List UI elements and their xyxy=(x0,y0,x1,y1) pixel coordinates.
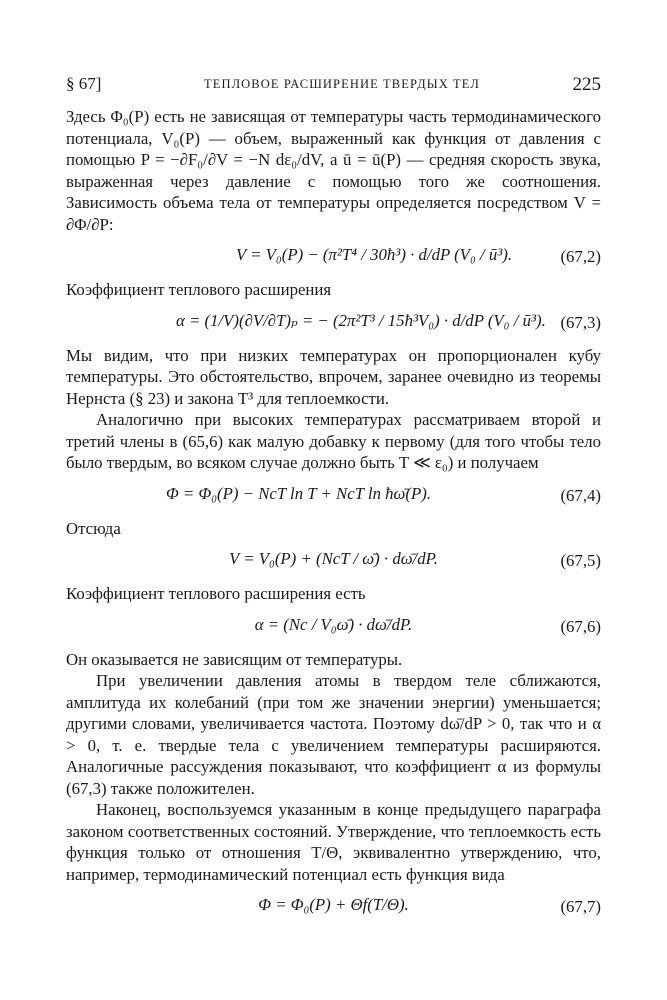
equation-67-4 xyxy=(66,474,601,518)
equation-number: (67,2) xyxy=(560,247,601,266)
equation-number: (67,3) xyxy=(560,312,601,332)
running-header xyxy=(66,74,601,100)
equation-number: (67,5) xyxy=(560,551,601,570)
equation-number: (67,6) xyxy=(560,616,601,636)
paragraph-corresponding-states: Наконец, воспользуемся указанным в конце предыдущего параграфа законом соответственных состояний. Утверждение, что теплоемкость есть функция только от отношения T/Θ, эквивалентно утверждению, что, например, термодинамический потенциал есть функция вида xyxy=(66,800,601,884)
paragraph-low-temperature: Мы видим, что при низких температурах он пропорционален кубу температуры. Это обстоятельство, впрочем, заранее очевидно из теоремы Нернста (§ 23) и закона T³ для теплоемкости. xyxy=(66,345,601,408)
equation-formula: Φ = Φ₀(P) − NcT ln T + NcT ln ħω̄(P). xyxy=(165,483,432,503)
equation-67-3 xyxy=(66,301,601,345)
paragraph-definitions: Здесь Φ₀(P) есть не зависящая от температуры часть термодинамического потенциала, V₀(P) — объем, выраженный как функция от давления с помощью P = −∂F₀/∂V = −N dε₀/dV, а ū = ū(P) — средняя скорость звука, выраженная через давление с помощью того же соотношения. Зависимость объема тела от температуры определяется посредством V = ∂Φ/∂P: xyxy=(66,107,601,234)
equation-67-5 xyxy=(66,539,601,583)
section-reference: § 67] xyxy=(66,74,102,93)
page-number: 225 xyxy=(572,74,601,95)
equation-67-6 xyxy=(66,605,601,649)
paragraph-expansion-coefficient: Коэффициент теплового расширения xyxy=(66,280,332,299)
chapter-running-title: ТЕПЛОВОЕ РАСШИРЕНИЕ ТВЕРДЫХ ТЕЛ xyxy=(204,77,480,91)
equation-number: (67,4) xyxy=(560,485,601,505)
page-body xyxy=(66,106,601,929)
equation-number: (67,7) xyxy=(560,897,601,916)
paragraph-pressure-increase: При увеличении давления атомы в твердом теле сближаются, амплитуда их колебаний (при том же значении энергии) уменьшается; другими словами, увеличивается частота. Поэтому dω̄/dP > 0, так что и α > 0, т. е. твердые тела с увеличением температуры расширяются. Аналогичные рассуждения показывают, что коэффициент α из формулы (67,3) также положителен. xyxy=(66,671,601,798)
equation-formula: α = (1/V)(∂V/∂T)ₚ = − (2π²T³ / 15ħ³V₀) · d/dP (V₀ / ū³). xyxy=(176,310,546,330)
paragraph-hence: Отсюда xyxy=(66,518,121,538)
equation-formula: V = V₀(P) + (NcT / ω̄) · dω̄/dP. xyxy=(229,549,438,568)
equation-formula: Φ = Φ₀(P) + Θf(T/Θ). xyxy=(258,895,409,914)
paragraph-independent: Он оказывается не зависящим от температуры. xyxy=(66,649,403,669)
paragraph-expansion-coefficient-is: Коэффициент теплового расширения есть xyxy=(66,584,366,603)
equation-formula: α = (Nc / V₀ω̄) · dω̄/dP. xyxy=(254,614,413,634)
paragraph-high-temperature: Аналогично при высоких температурах рассматриваем второй и третий члены в (65,6) как малую добавку к первому (для того чтобы тело было твердым, во всяком случае должно быть T ≪ ε₀) и получаем xyxy=(66,410,601,472)
equation-67-7 xyxy=(66,885,601,929)
equation-67-2 xyxy=(66,235,601,279)
equation-formula: V = V₀(P) − (π²T⁴ / 30ħ³) · d/dP (V₀ / ū³). xyxy=(236,245,513,264)
